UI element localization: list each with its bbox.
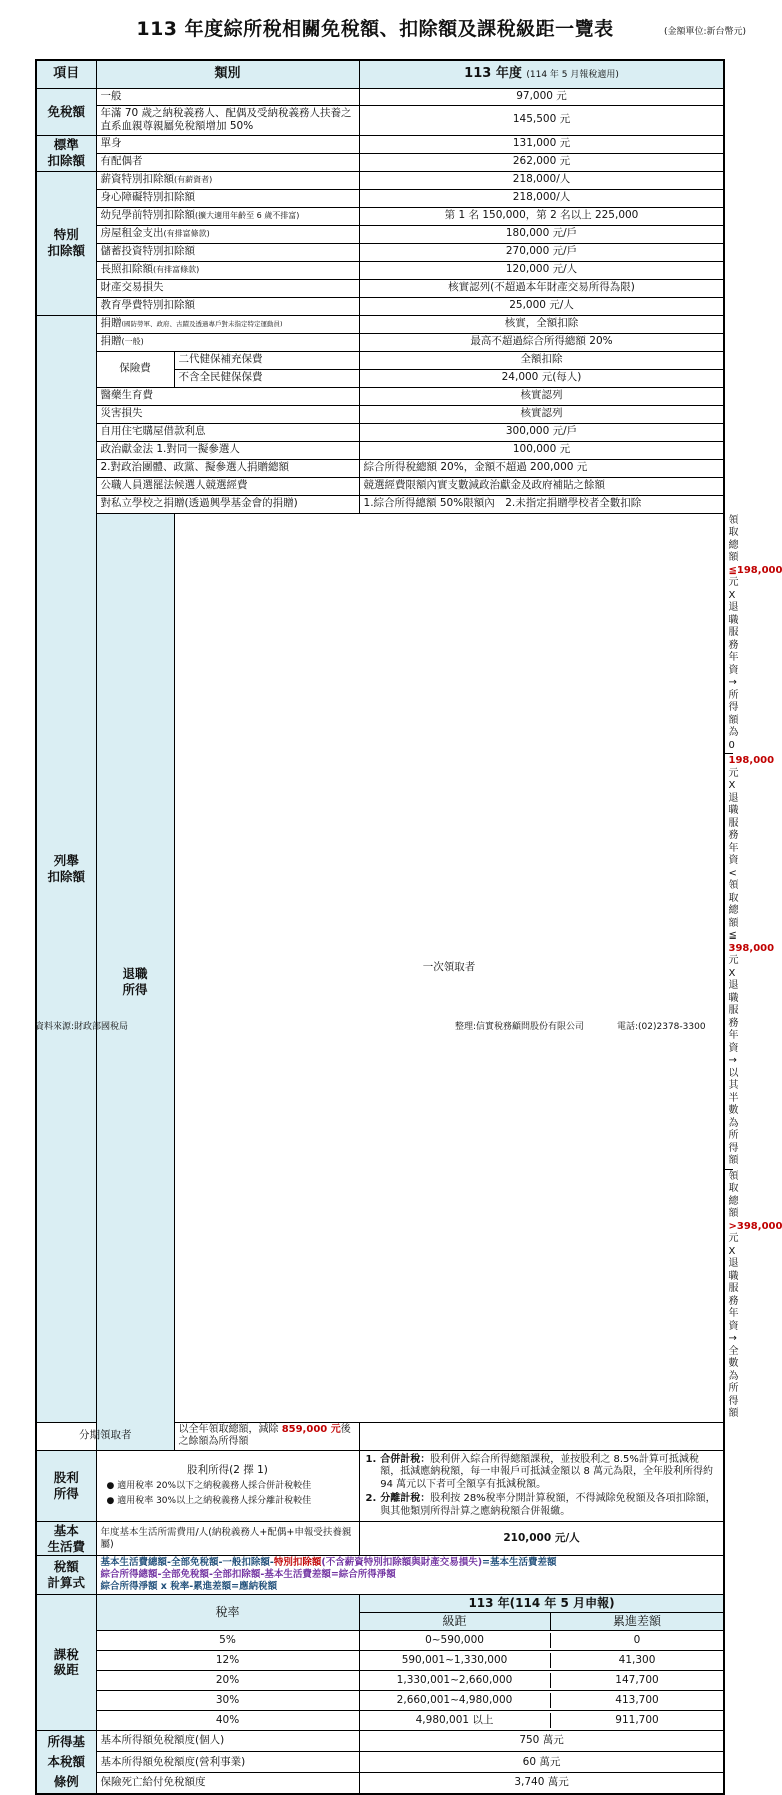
footer-phone: 電話:(02)2378-3300 <box>617 1022 706 1032</box>
dividend-bullet: ● 適用稅率 20%以下之納稅義務人採合併計稅較佳 <box>106 1481 312 1492</box>
formula-label: 稅額 計算式 <box>36 1556 96 1595</box>
exemption-label: 免稅額 <box>36 88 96 135</box>
standard-value: 262,000 元 <box>359 153 724 171</box>
exemption-value: 145,500 元 <box>359 105 724 135</box>
itemized-name: 捐贈(一般) <box>96 333 359 351</box>
dividend-item: 1. 合併計稅：股利併入綜合所得總額課稅，並按股利之 8.5%計算可抵減稅額，抵減應納稅額，每一申報戶可抵減金額以 8 萬元為限，全年股利所得約 94 萬元以下者可全額享有抵減稅額。 <box>365 1453 714 1490</box>
special-value: 120,000 元/人 <box>359 261 724 279</box>
dividend-left <box>96 1450 359 1522</box>
bracket-diff: 41,300 <box>618 1653 656 1666</box>
retire-install-value: 以全年領取總額，減除 859,000 元後之餘額為所得額 <box>174 1422 359 1450</box>
formula-line: 基本生活費總額-全部免稅額-一般扣除額-特別扣除額(不含薪資特別扣除額與財產交易損失)=基本生活費差額 <box>100 1557 557 1569</box>
bracket-range: 2,660,001~4,980,000 <box>360 1693 551 1708</box>
special-value: 第 1 名 150,000，第 2 名以上 225,000 <box>359 207 724 225</box>
header-year: 113 年度 (114 年 5 月報稅適用) <box>359 60 724 88</box>
page-title: 113 年度綜所稅相關免稅額、扣除額及課稅級距一覽表 <box>136 18 614 40</box>
bracket-diff: 911,700 <box>615 1713 659 1726</box>
range-header: 級距 <box>360 1613 551 1630</box>
formula-text <box>96 1556 724 1595</box>
basic-income-value: 750 萬元 <box>359 1730 724 1751</box>
dividend-label: 股利 所得 <box>36 1450 96 1522</box>
year-header: 113 年(114 年 5 月申報) <box>359 1594 724 1612</box>
bracket-row <box>359 1710 724 1730</box>
dividend-bullet: ● 適用稅率 30%以上之納稅義務人採分離計稅較佳 <box>106 1496 312 1507</box>
itemized-name: 2.對政治團體、政黨、擬參選人捐贈總額 <box>96 459 359 477</box>
itemized-value: 100,000 元 <box>359 441 724 459</box>
special-name: 身心障礙特別扣除額 <box>96 189 359 207</box>
itemized-value: 核實認列 <box>359 387 724 405</box>
exemption-value: 97,000 元 <box>359 88 724 105</box>
itemized-name: 災害損失 <box>96 405 359 423</box>
itemized-value: 核實認列 <box>359 405 724 423</box>
basic-income-name: 基本所得額免稅額度(營利事業) <box>96 1752 359 1773</box>
retire-line: 領取總額 ≦198,000 元 X 退職服務年資→所得額為 0 <box>725 514 733 755</box>
exemption-name: 年滿 70 歲之納稅義務人、配偶及受納稅義務人扶養之直系血親尊親屬免稅額增加 50% <box>96 105 359 135</box>
itemized-name: 醫藥生育費 <box>96 387 359 405</box>
special-name: 財產交易損失 <box>96 279 359 297</box>
bracket-row <box>359 1690 724 1710</box>
rate-header: 稅率 <box>96 1594 359 1630</box>
bracket-range: 0~590,000 <box>360 1633 551 1648</box>
special-value: 25,000 元/人 <box>359 297 724 315</box>
basic-income-value: 60 萬元 <box>359 1752 724 1773</box>
special-name: 房屋租金支出(有排富條款) <box>96 225 359 243</box>
bracket-subheader <box>359 1612 724 1630</box>
standard-value: 131,000 元 <box>359 135 724 153</box>
bracket-range: 1,330,001~2,660,000 <box>360 1673 551 1688</box>
bracket-rate: 40% <box>96 1710 359 1730</box>
dividend-right <box>359 1450 724 1522</box>
special-name: 薪資特別扣除額(有薪資者) <box>96 171 359 189</box>
bracket-range: 4,980,001 以上 <box>360 1713 551 1728</box>
basic-living-value: 210,000 元/人 <box>359 1522 724 1556</box>
bracket-diff: 147,700 <box>615 1673 659 1686</box>
retire-install-label: 分期領取者 <box>36 1422 174 1450</box>
special-value: 218,000/人 <box>359 171 724 189</box>
special-name: 長照扣除額(有排富條款) <box>96 261 359 279</box>
special-value: 核實認列(不超過本年財產交易所得為限) <box>359 279 724 297</box>
basic-income-value: 3,740 萬元 <box>359 1773 724 1794</box>
insurance-label: 保險費 <box>96 351 174 387</box>
bracket-row <box>359 1630 724 1650</box>
special-name: 幼兒學前特別扣除額(擴大適用年齡至 6 歲不排富) <box>96 207 359 225</box>
itemized-name: 政治獻金法 1.對同一擬參選人 <box>96 441 359 459</box>
bracket-label: 課稅 級距 <box>36 1594 96 1730</box>
itemized-name: 對私立學校之捐贈(透過興學基金會的捐贈) <box>96 495 359 513</box>
bracket-row <box>359 1650 724 1670</box>
itemized-value: 綜合所得稅總額 20%，金額不超過 200,000 元 <box>359 459 724 477</box>
itemized-name: 自用住宅購屋借款利息 <box>96 423 359 441</box>
basic-income-label: 所得基 本稅額 條例 <box>36 1730 96 1794</box>
itemized-name: 捐贈(國防勞軍、政府、古蹟及透過專戶對未指定特定運動員) <box>96 315 359 333</box>
special-name: 儲蓄投資特別扣除額 <box>96 243 359 261</box>
exemption-name: 一般 <box>96 88 359 105</box>
bracket-rate: 30% <box>96 1690 359 1710</box>
itemized-label: 列舉 扣除額 <box>36 315 96 1422</box>
unit-note: (金額單位:新台幣元) <box>663 27 746 37</box>
itemized-value: 300,000 元/戶 <box>359 423 724 441</box>
itemized-value: 1.綜合所得總額 50%限額內 2.未指定捐贈學校者全數扣除 <box>359 495 724 513</box>
itemized-value: 競選經費限額內實支數減政治獻金及政府補貼之餘額 <box>359 477 724 495</box>
itemized-value: 核實，全額扣除 <box>359 315 724 333</box>
bracket-rate: 20% <box>96 1670 359 1690</box>
footer-org: 整理:信實稅務顧問股份有限公司 <box>455 1022 585 1032</box>
special-name: 教育學費特別扣除額 <box>96 297 359 315</box>
header-category: 類別 <box>96 60 359 88</box>
itemized-value: 全額扣除 <box>359 351 724 369</box>
dividend-title: 股利所得(2 擇 1) <box>187 1463 268 1476</box>
itemized-name: 公職人員選罷法候選人競選經費 <box>96 477 359 495</box>
diff-header: 累進差額 <box>550 1613 724 1630</box>
bracket-range: 590,001~1,330,000 <box>360 1653 551 1668</box>
itemized-value: 24,000 元(每人) <box>359 369 724 387</box>
retire-line: 領取總額 >398,000 元 X 退職服務年資→全數為所得額 <box>728 1170 782 1419</box>
formula-line: 綜合所得淨額 x 稅率-累進差額=應納稅額 <box>100 1581 278 1592</box>
tax-table <box>35 59 782 1795</box>
retire-line: 198,000 元 X 退職服務年資 < 領取總額 ≦ 398,000 元 X 退職服務年資→以其半數為所得額 <box>725 754 733 1170</box>
bracket-diff: 0 <box>633 1633 641 1646</box>
itemized-value: 最高不超過綜合所得總額 20% <box>359 333 724 351</box>
itemized-name: 二代健保補充保費 <box>174 351 359 369</box>
header-item: 項目 <box>36 60 96 88</box>
special-value: 218,000/人 <box>359 189 724 207</box>
special-label: 特別 扣除額 <box>36 171 96 315</box>
bracket-row <box>359 1670 724 1690</box>
bracket-rate: 12% <box>96 1650 359 1670</box>
standard-name: 單身 <box>96 135 359 153</box>
basic-living-label: 基本 生活費 <box>36 1522 96 1556</box>
basic-income-name: 保險死亡給付免稅額度 <box>96 1773 359 1794</box>
retire-label: 退職 所得 <box>96 513 174 1450</box>
formula-line: 綜合所得總額-全部免稅額-全部扣除額-基本生活費差額=綜合所得淨額 <box>100 1569 396 1581</box>
special-value: 270,000 元/戶 <box>359 243 724 261</box>
basic-income-name: 基本所得額免稅額度(個人) <box>96 1730 359 1751</box>
dividend-item: 2. 分離計稅：股利按 28%稅率分開計算稅額，不得減除免稅額及各項扣除額，與其他類別所得計算之應納稅額合併報繳。 <box>365 1493 716 1517</box>
bracket-diff: 413,700 <box>615 1693 659 1706</box>
bracket-rate: 5% <box>96 1630 359 1650</box>
retire-lump-label: 一次領取者 <box>174 513 724 1422</box>
footer-source: 資料來源:財政部國稅局 <box>35 1022 129 1032</box>
standard-name: 有配偶者 <box>96 153 359 171</box>
itemized-name: 不含全民健保保費 <box>174 369 359 387</box>
basic-living-name: 年度基本生活所需費用/人(納稅義務人+配偶+申報受扶養親屬) <box>96 1522 359 1556</box>
standard-label: 標準 扣除額 <box>36 135 96 171</box>
special-value: 180,000 元/戶 <box>359 225 724 243</box>
